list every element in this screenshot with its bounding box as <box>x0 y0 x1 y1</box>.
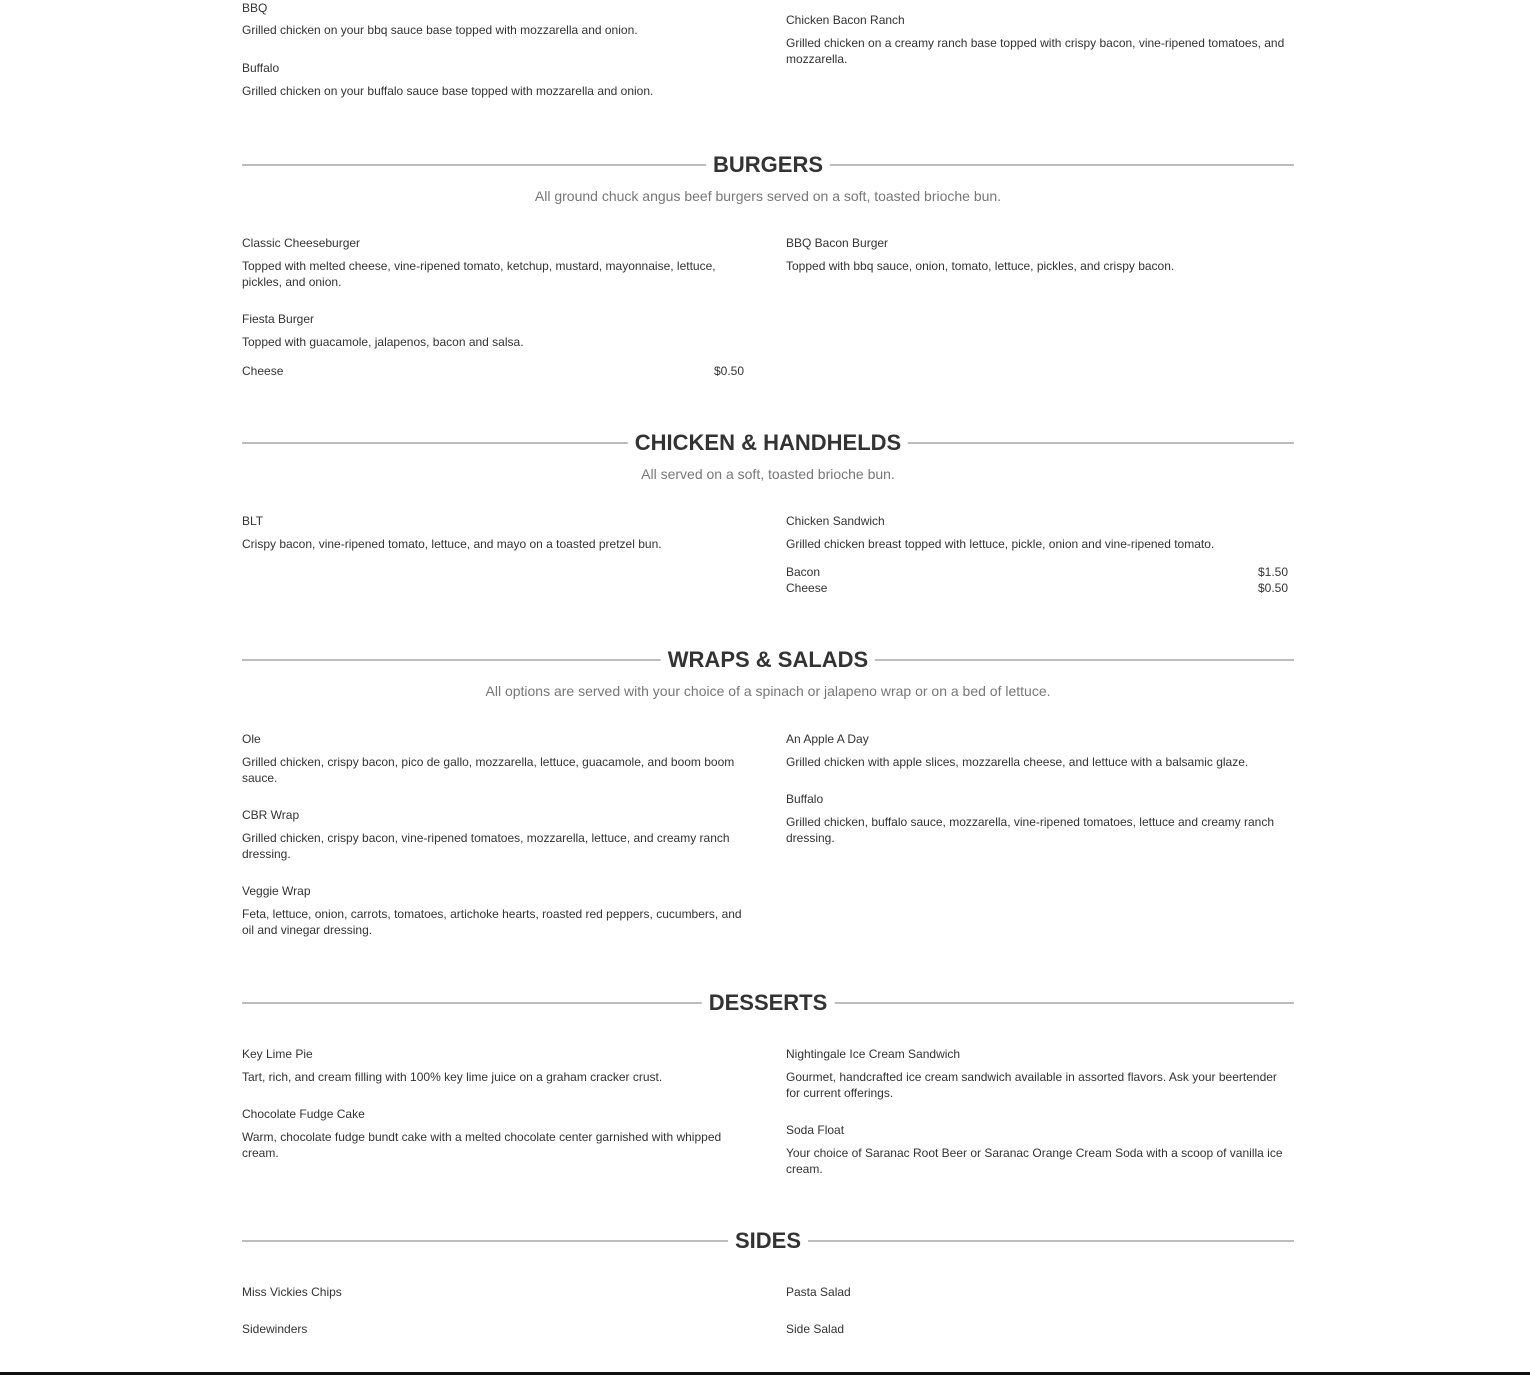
item-name: Pasta Salad <box>786 1285 851 1299</box>
item-description: Grilled chicken with apple slices, mozzarella cheese, and lettuce with a balsamic glaze. <box>786 755 1249 769</box>
menu-item <box>786 1046 1288 1101</box>
item-name: BLT <box>242 514 264 528</box>
section-subtitle: All ground chuck angus beef burgers served on a soft, toasted brioche bun. <box>534 188 1002 204</box>
menu-item <box>242 235 744 290</box>
menu-item <box>786 1284 1288 1300</box>
menu-item <box>242 513 744 553</box>
menu-item <box>786 235 1288 275</box>
item-name: BBQ Bacon Burger <box>786 236 889 250</box>
item-name: CBR Wrap <box>242 808 300 822</box>
section-header-sides <box>242 1226 1294 1256</box>
item-description: Topped with bbq sauce, onion, tomato, lettuce, pickles, and crispy bacon. <box>786 259 1175 273</box>
addon-label: Cheese <box>242 363 284 378</box>
item-name: Chocolate Fudge Cake <box>242 1107 365 1121</box>
item-description: Grilled chicken, crispy bacon, pico de gallo, mozzarella, lettuce, guacamole, and boom boom sauce. <box>242 755 735 785</box>
section-header-handhelds <box>242 428 1294 458</box>
addon-label: Bacon <box>786 564 821 579</box>
item-name: Sidewinders <box>242 1322 308 1336</box>
item-description: Gourmet, handcrafted ice cream sandwich available in assorted flavors. Ask your beertender for current offerings. <box>786 1070 1277 1100</box>
item-name: Veggie Wrap <box>242 884 311 898</box>
addon-price: $1.50 <box>1257 564 1288 579</box>
item-addons <box>786 564 1288 596</box>
item-name: BBQ <box>242 1 268 15</box>
section-title: DESSERTS <box>702 988 835 1018</box>
item-description: Topped with guacamole, jalapenos, bacon and salsa. <box>242 335 524 349</box>
item-name: Key Lime Pie <box>242 1047 313 1061</box>
item-description: Grilled chicken, buffalo sauce, mozzarella, vine-ripened tomatoes, lettuce and creamy ranch dressing. <box>786 815 1275 845</box>
addon-label: Cheese <box>786 580 828 595</box>
section-subtitle: All served on a soft, toasted brioche bun. <box>641 466 895 482</box>
item-name: Buffalo <box>786 792 824 806</box>
section-title: CHICKEN & HANDHELDS <box>628 428 908 458</box>
item-description: Grilled chicken on your bbq sauce base topped with mozzarella and onion. <box>242 23 638 37</box>
menu-item <box>786 731 1288 771</box>
item-addons <box>242 363 744 379</box>
item-description: Grilled chicken, crispy bacon, vine-ripened tomatoes, mozzarella, lettuce, and creamy ranch dressing. <box>242 831 730 861</box>
menu-item <box>242 0 744 39</box>
addon-row <box>786 564 1288 580</box>
menu-item <box>242 1106 744 1161</box>
item-description: Your choice of Saranac Root Beer or Saranac Orange Cream Soda with a scoop of vanilla ice cream. <box>786 1146 1283 1176</box>
menu-item <box>242 311 744 379</box>
menu-item <box>242 807 744 862</box>
menu-item <box>242 731 744 786</box>
menu-item <box>242 60 744 100</box>
item-description: Tart, rich, and cream filling with 100% key lime juice on a graham cracker crust. <box>242 1070 663 1084</box>
item-description: Crispy bacon, vine-ripened tomato, lettuce, and mayo on a toasted pretzel bun. <box>242 537 662 551</box>
item-name: Soda Float <box>786 1123 845 1137</box>
menu-item <box>786 791 1288 846</box>
item-name: Buffalo <box>242 61 280 75</box>
menu-item <box>242 1284 744 1300</box>
item-name: Nightingale Ice Cream Sandwich <box>786 1047 961 1061</box>
item-description: Grilled chicken breast topped with lettuce, pickle, onion and vine-ripened tomato. <box>786 537 1215 551</box>
item-name: Fiesta Burger <box>242 312 315 326</box>
menu-item <box>242 1321 744 1337</box>
addon-row <box>786 580 1288 596</box>
item-description: Feta, lettuce, onion, carrots, tomatoes, artichoke hearts, roasted red peppers, cucumbers, and oil and vinegar dressing. <box>242 907 742 937</box>
addon-price: $0.50 <box>713 363 744 378</box>
addon-price: $0.50 <box>1257 580 1288 595</box>
item-name: Miss Vickies Chips <box>242 1285 342 1299</box>
menu-item <box>786 1321 1288 1337</box>
addon-row <box>242 363 744 379</box>
section-header-desserts <box>242 988 1294 1018</box>
item-description: Topped with melted cheese, vine-ripened tomato, ketchup, mustard, mayonnaise, lettuce, pickles, and onion. <box>242 259 716 289</box>
item-name: Classic Cheeseburger <box>242 236 361 250</box>
section-title: BURGERS <box>706 150 830 180</box>
menu-item <box>786 1122 1288 1177</box>
menu-item <box>786 513 1288 596</box>
item-name: Chicken Sandwich <box>786 514 885 528</box>
menu-item <box>786 12 1288 67</box>
section-title: WRAPS & SALADS <box>661 645 875 675</box>
item-name: Ole <box>242 732 261 746</box>
item-description: Grilled chicken on a creamy ranch base topped with crispy bacon, vine-ripened tomatoes, and mozzarella. <box>786 36 1285 66</box>
item-name: Side Salad <box>786 1322 845 1336</box>
item-description: Grilled chicken on your buffalo sauce base topped with mozzarella and onion. <box>242 84 654 98</box>
item-name: Chicken Bacon Ranch <box>786 13 905 27</box>
section-subtitle: All options are served with your choice of a spinach or jalapeno wrap or on a bed of lettuce. <box>485 683 1051 699</box>
item-name: An Apple A Day <box>786 732 869 746</box>
menu-item <box>242 1046 744 1086</box>
item-description: Warm, chocolate fudge bundt cake with a melted chocolate center garnished with whipped cream. <box>242 1130 722 1160</box>
section-title: SIDES <box>728 1226 808 1256</box>
section-header-burgers <box>242 150 1294 180</box>
menu-item <box>242 883 744 938</box>
section-header-wraps <box>242 645 1294 675</box>
